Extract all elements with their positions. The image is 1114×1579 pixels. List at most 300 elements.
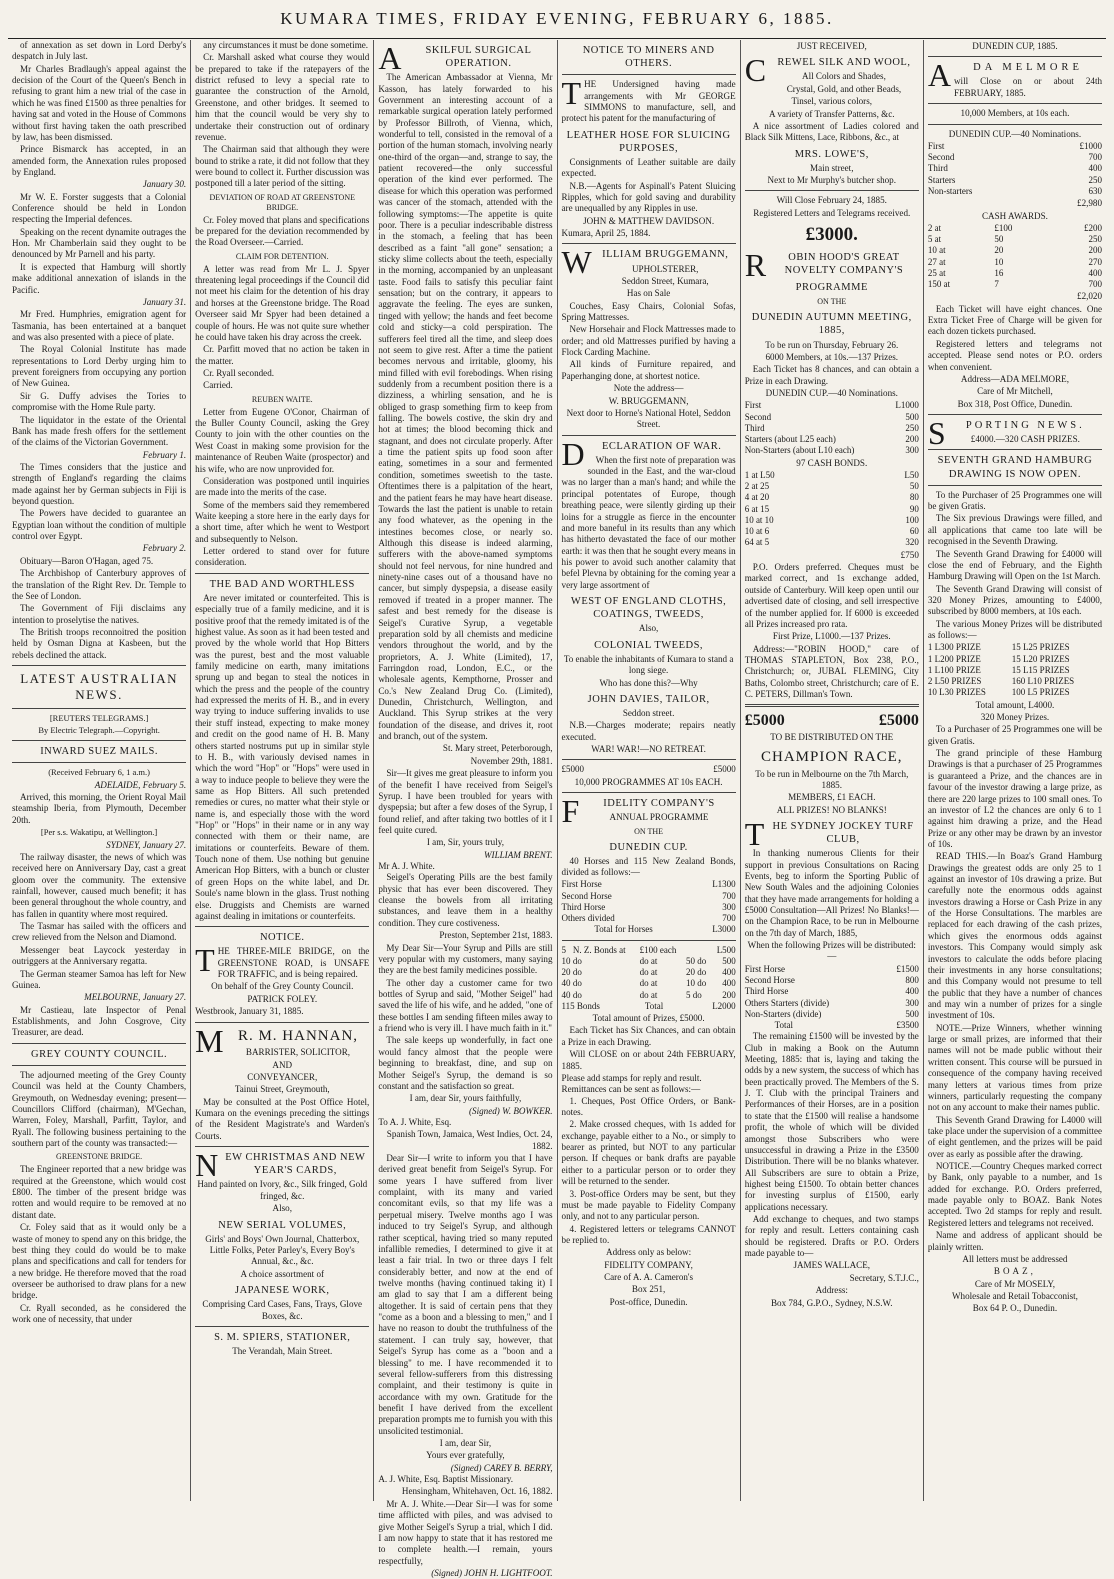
paragraph: Mr Fred. Humphries, emigration agent for Tasmania, has been entertained at a banquet and was also presented with a piece of plate.: [12, 309, 187, 342]
row-label: Starters: [927, 174, 956, 185]
divider: [562, 792, 736, 793]
paragraph: Mr W. E. Forster suggests that a Colonial Conference should be held in London respecting the Imperial defences.: [12, 191, 187, 225]
heading: THE BAD AND WORTHLESS: [209, 578, 355, 590]
west-of-england: WEST OF ENGLAND CLOTHS, COATINGS, TWEEDS,: [570, 596, 727, 621]
row-value: 300: [905, 445, 919, 456]
war-war: WAR! WAR!—NO RETREAT.: [591, 744, 706, 755]
table-cell: 5 at: [927, 234, 942, 245]
drop-cap: T: [744, 815, 765, 852]
paragraph: Cr. Foley moved that plans and specifications be prepared for the deviation recommended by the Road Overseer.—Carried.: [195, 214, 370, 248]
boaz-wholesale: Wholesale and Retail Tobacconist,: [951, 1290, 1078, 1301]
surgical-title-line: [378, 40, 552, 76]
table-cell: 400: [722, 978, 736, 989]
column-6: [924, 40, 1106, 1501]
lowe-name: MRS. LOWE'S,: [794, 148, 869, 160]
drop-cap: W: [561, 244, 592, 281]
letter-signature: (Signed) CAREY B. BERRY,: [450, 1462, 553, 1473]
column-1: [8, 40, 191, 1501]
row-value: 200: [905, 434, 919, 445]
miners-body: [561, 75, 736, 124]
boaz-prize-table: [928, 642, 1102, 698]
bond-total: L2000: [712, 1000, 736, 1011]
table-row: [562, 956, 736, 967]
row-label: Third Horse: [561, 901, 606, 912]
row-value: 400: [905, 986, 919, 997]
subheading: [Per s.s. Wakatipu, at Wellington.]: [40, 826, 158, 837]
champion-race: CHAMPION RACE,: [761, 748, 903, 765]
table-row: [928, 279, 1102, 290]
also: Also,: [638, 623, 659, 634]
divider: [195, 573, 369, 574]
table-row: [928, 687, 1102, 698]
divider: [195, 1146, 369, 1147]
paragraph: The Six previous Drawings were filled, and all applications that came too late will be recognised in the Seventh Drawing.: [927, 513, 1103, 547]
paragraph: The Engineer reported that a new bridge was required at the Greenstone, which would cost £800. The timber of the present bridge was rotten and would require to be removed at no distant date.: [12, 1164, 187, 1220]
paragraph: The grand principle of these Hamburg Drawings is that a purchaser of 25 Programmes is guaranteed a Prize, and the chances are in favour of the investor drawing a large prize, as there are 220 large prizes to 100 small ones. To an investor of L2 the chances are only 6 to 1 against him drawing a prize, and the Head Prize or any other may be drawn by an investor of 10s.: [927, 748, 1103, 849]
letter-signature: WILLIAM BRENT.: [483, 849, 553, 860]
sjtc-line: [744, 815, 919, 852]
drop-cap: T: [195, 942, 215, 979]
cash-total: £2,020: [1077, 291, 1103, 302]
paragraph: Consideration was postponed until inquiries are made into the merits of the case.: [195, 475, 370, 498]
hannan-name-line: [195, 1022, 369, 1059]
champion-amounts: [745, 711, 919, 731]
paragraph: Carried.: [203, 380, 233, 391]
paragraph: Cr. Ryall seconded.: [203, 367, 275, 378]
amount: £5000: [744, 712, 785, 730]
divider: [928, 414, 1102, 415]
news-list: [562, 1096, 736, 1247]
table-cell: 200: [722, 989, 736, 1000]
news-list: [562, 324, 736, 382]
table-cell: 10 L30 PRIZES: [927, 687, 986, 698]
row-label: Non-Starters (divide): [744, 1008, 822, 1019]
paragraph: Dear Sir—I write to inform you that I have derived great benefit from Seigel's Syrup. For some years I have suffered from liver complaint, with its many and varied concomitant evils, so that my life was a perpetual misery. Twelve months ago I was induced to try Seigel's Syrup, and although rather sceptical, having tried so many reputed infallible remedies, I determined to give it at least a fair trial. In two or three days I felt considerably better, and now at the end of twelve months (having continued taking it) I am glad to say that I am a different being altogether. It is said of certain pens that they "come as a boon and a blessing to men," and I have no reason to doubt the truthfulness of the statement. I can truly say, however, that Seigel's Syrup has come as a "boon and a blessing" to me. I have recommended it to several fellow-sufferers from this distressing complaint, and their testimony is quite in accordance with my own. Gratitude for the benefit I have derived from the excellent preparation prompts me to furnish you with this unsolicited testimonial.: [378, 1153, 553, 1436]
row-value: 320: [905, 537, 919, 548]
column-4: [558, 40, 741, 1501]
fidelity-annual: ANNUAL PROGRAMME: [609, 812, 709, 823]
row-label: Second Horse: [744, 975, 795, 986]
fidelity-remit: Remittances can be sent as follows:—: [561, 1084, 701, 1095]
wallace-name: JAMES WALLACE,: [793, 1260, 871, 1271]
row-value: 500: [905, 411, 919, 422]
sporting-title: PORTING NEWS.: [965, 419, 1085, 431]
fidelity-total-horses: [562, 924, 736, 935]
subheading: DEVIATION OF ROAD AT GREENSTONE BRIDGE.: [209, 192, 355, 212]
row-label: First: [744, 400, 762, 411]
paragraph: The American Ambassador at Vienna, Mr Kasson, has lately forwarded to his Government an interesting account of a remarkable surgical operation lately performed by Professor Billroth, of Vienna, which, wonderful to tell, consisted in the removal of a portion of the human stomach, involving nearly one-third of the organ—and, strange to say, the patient recovered—the only successful operation of the kind ever performed. The disease for which this operation was performed was cancer of the stomach, attended with the following symptoms:—The appetite is quite poor. There is a peculiar indescribable distress in the stomach, a feeling that has been described as a faint "all gone" sensation; a sticky slime collects about the teeth, especially in the morning, accompanied by an unpleasant taste. Food fails to satisfy this peculiar faint sensation; but on the contrary, it appears to aggravate the feeling. The eyes are sunken, tinged with yellow; the hands and feet become cold and sticky—a cold perspiration. The sufferers feel tired all the time, and sleep does not seem to give rest. After a time the patient becomes nervous and irritable, gloomy, his mind filled with evil forebodings. When rising suddenly from a recumbent position there is a dizziness, a whirling sensation, and he is obliged to grasp something firm to keep from falling. The bowels costive, the skin dry and hot at times; the blood becoming thick and stagnant, and does not circulate properly. After a time the patient spits up food soon after eating, sometimes in a sour and fermented condition, sometimes sweetish to the taste. Oftentimes there is a palpitation of the heart, and the patient fears he may have heart disease. Towards the last the patient is unable to retain any food whatever, as the opening in the intestines becomes close, or nearly so. Although this disease is indeed alarming, sufferers with the above-named symptoms should not feel nervous, for nine hundred and ninety-nine cases out of a thousand have no cancer, but simply dyspepsia, a disease easily removed if treated in a proper manner. The safest and best remedy for the disease is Seigel's Curative Syrup, a vegetable preparation sold by all chemists and medicine vendors throughout the world, and by the proprietors, A. J. White (Limited), 17, Farringdon road, London, E.C., or the wholesale agents, Kempthorne, Prosser and Co.'s New Zealand Drug Co. (Limited), Dunedin, Christchurch, Wellington, and Auckland. This Syrup strikes at the very foundation of the disease, and drives it, root and branch, out of the system.: [378, 72, 553, 742]
table-row: [928, 223, 1102, 234]
choice: A choice assortment of: [240, 1268, 325, 1279]
paragraph: Cr. Ryall seconded, as he considered the work one of necessity, that under: [12, 1302, 187, 1325]
table-row: [745, 975, 919, 986]
letter-date: Preston, September 21st, 1883.: [439, 930, 553, 941]
row-value: £1500: [896, 963, 919, 974]
amount: £5000: [878, 712, 919, 730]
nom-total: £2,980: [1077, 198, 1103, 209]
dateline: January 30.: [142, 179, 187, 190]
masthead: KUMARA TIMES, FRIDAY EVENING, FEBRUARY 6, 1885.: [8, 0, 1106, 39]
secretary: Secretary, S.T.J.C.,: [849, 1272, 919, 1283]
table-row: [562, 879, 736, 890]
news-list: [12, 309, 186, 448]
table-row: [745, 434, 919, 445]
drop-cap: S: [927, 414, 946, 451]
fidelity-cup: DUNEDIN CUP.: [609, 841, 688, 853]
table-row: [562, 990, 736, 1001]
dateline: February 1.: [142, 449, 187, 460]
table-row: [745, 537, 919, 548]
fidelity-prize-table: [562, 879, 736, 924]
news-list: [928, 304, 1102, 373]
davidson-name: JOHN & MATTHEW DAVIDSON.: [583, 215, 715, 226]
drop-cap: C: [744, 52, 767, 89]
paragraph: Will CLOSE on or about 24th FEBRUARY, 1885.: [561, 1049, 736, 1071]
boaz-care: Care of Mr MOSELY,: [974, 1278, 1056, 1289]
spiers-address: The Verandah, Main Street.: [232, 1346, 333, 1357]
letter-close: I am, dear Sir, yours faithfully,: [409, 1093, 522, 1104]
notice-behalf: On behalf of the Grey County Council.: [211, 981, 354, 992]
divider: [12, 1065, 186, 1066]
cup-title: DUNEDIN CUP, 1885.: [972, 41, 1058, 51]
row-label: Others Starters (divide): [744, 997, 830, 1008]
paragraph: This Seventh Grand Drawing for L4000 will take place under the supervision of a committee of eight gentlemen, and the prizes will be paid over as early as possible after the drawing.: [927, 1114, 1103, 1159]
hannan-and: AND: [272, 1059, 293, 1070]
paragraph: Seigel's Operating Pills are the best family physic that has ever been discovered. They cleanse the bowels from all irritating substances, and leave them in a healthy condition. They cure costiveness.: [378, 872, 553, 928]
divider: [928, 103, 1102, 104]
table-row: [928, 163, 1102, 174]
table-cell: 100 L5 PRIZES: [1011, 687, 1070, 698]
paragraph: 1. Cheques, Post Office Orders, or Bank-notes.: [561, 1095, 736, 1117]
nominations: DUNEDIN CUP.—40 Nominations.: [948, 128, 1082, 139]
table-row: [928, 665, 1102, 676]
sjtc-prize-table: [745, 964, 919, 1020]
news-list: [12, 1164, 186, 1325]
champion-run: To be run in Melbourne on the 7th March, 1885.: [755, 768, 909, 790]
fidelity-stamps: Please add stamps for reply and result.: [561, 1072, 702, 1083]
table-cell: 1 L100 PRIZE: [927, 664, 981, 675]
table-row: [562, 978, 736, 989]
members: 6000 Members, at 10s.—137 Prizes.: [765, 351, 899, 362]
table-row: [562, 891, 736, 902]
divider: [562, 940, 736, 941]
row-label: 64 at 5: [744, 537, 770, 548]
first-prize: First Prize, L1000.—137 Prizes.: [772, 631, 891, 642]
ada-close: will Close on or about 24th FEBRUARY, 1885.: [953, 76, 1103, 98]
table-cell: do at: [639, 955, 658, 966]
table-row: [928, 676, 1102, 687]
fidelity-bond-total: [562, 1001, 736, 1012]
fidelity-address-label: Address only as below:: [606, 1247, 692, 1258]
divider: [195, 1326, 369, 1327]
robin-bond-table: [745, 470, 919, 549]
letter-date: November 29th, 1881.: [470, 755, 553, 766]
paragraph: It is expected that Hamburg will shortly make additional annexation of islands in the Pacific.: [12, 261, 187, 295]
robin-title: OBIN HOOD'S GREAT NOVELTY COMPANY'S: [784, 251, 904, 277]
divider: [745, 704, 919, 707]
heading: INWARD SUEZ MAILS.: [40, 745, 158, 757]
row-value: 500: [905, 1008, 919, 1019]
amount: £5000: [713, 764, 736, 775]
news-list: [195, 264, 369, 392]
paragraph: NOTE.—Prize Winners, whether winning large or small prizes, are informed that their names will not be made public without their written consent. This course will be pursued in consequence of the company having received many letters at various times from prize winners, particularly requesting the company not on any account to make their names public.: [927, 1022, 1103, 1113]
robin-prize-table: [745, 400, 919, 456]
paragraph: The adjourned meeting of the Grey County Council was held at the County Chambers, Greymouth, on Wednesday evening; present—Councillors Clifford (chairman), M'Gechan, Warren, Foley, Marshall, Parfitt, Taylor, and Ryall. The following business pertaining to the southern part of the county was transacted:—: [12, 1069, 187, 1148]
letters: All letters must be addressed: [962, 1253, 1068, 1264]
paragraph: Prince Bismarck has accepted, in an amended form, the Annexation rules proposed by England.: [12, 144, 187, 177]
table-row: [928, 141, 1102, 152]
bruggemann-location: Next door to Horne's National Hotel, Seddon Street.: [566, 407, 731, 430]
row-label: Second: [927, 152, 955, 163]
letter-to: To A. J. White, Esq.: [378, 1116, 452, 1127]
row-label: Starters (about L25 each): [744, 434, 836, 445]
total-label: Total: [774, 1020, 794, 1031]
ada-cash-table: [928, 223, 1102, 291]
fidelity-po: Post-office, Dunedin.: [609, 1296, 688, 1307]
dateline: MELBOURNE, January 27.: [84, 992, 187, 1003]
davidson-date: Kumara, April 25, 1884.: [561, 228, 651, 239]
fidelity-box: Box 251,: [631, 1284, 666, 1295]
table-cell: 16: [994, 267, 1004, 278]
crystal: Crystal, Gold, and other Beads,: [786, 83, 902, 94]
table-row: [928, 654, 1102, 665]
subheading: GREENSTONE BRIDGE.: [56, 1152, 143, 1162]
paragraph: Each Ticket has Six Chances, and can obtain a Prize in each Drawing.: [561, 1025, 736, 1047]
ada-nom-table: [928, 141, 1102, 197]
paragraph: To the Purchaser of 25 Programmes one will be given Gratis.: [927, 489, 1103, 512]
leather-hose: LEATHER HOSE FOR SLUICING PURPOSES,: [566, 129, 731, 154]
drop-cap: F: [561, 793, 580, 830]
dateline: SYDNEY, January 27.: [106, 839, 187, 850]
subheading: (Received February 6, 1 a.m.): [48, 766, 150, 777]
ada-line: [927, 57, 1103, 99]
divider: [12, 708, 186, 709]
divider: [928, 485, 1102, 486]
table-cell: do at: [639, 967, 658, 978]
table-cell: 2 at: [927, 222, 942, 233]
hannan-role: BARRISTER, SOLICITOR,: [245, 1047, 351, 1058]
row-label: Third: [927, 163, 948, 174]
paragraph: My Dear Sir—Your Syrup and Pills are still very popular with my customers, many saying they are the best family medicines possible.: [378, 942, 553, 976]
table-cell: 50: [994, 234, 1004, 245]
paragraph: The British troops reconnoitred the position held by Osman Digna at Kasbeen, but the rebels declined the attack.: [12, 626, 187, 660]
paragraph: of annexation as set down in Lord Derby's despatch in July last.: [12, 40, 187, 62]
table-cell: 50 do: [686, 955, 707, 966]
letter-address: St. Mary street, Peterborough,: [442, 743, 553, 754]
table-cell: 15 L20 PRIZES: [1011, 653, 1070, 664]
table-row: [745, 998, 919, 1009]
row-label: Non-Starters (about L10 each): [744, 445, 855, 456]
paragraph: The Government of Fiji disclaims any intention to proselytise the natives.: [12, 603, 187, 625]
letter-close: I am, Sir, yours truly,: [426, 837, 504, 848]
paragraph: The Seventh Grand Drawing will consist of 320 Money Prizes, amounting to £4000, subscribed by 8000 members, at 10s each.: [927, 583, 1103, 617]
cash-prizes: £4000.—320 CASH PRIZES.: [970, 434, 1080, 445]
paragraph: Messenger beat Laycock yesterday in outriggers at the Anniversary regatta.: [12, 944, 187, 967]
row-value: 90: [909, 503, 919, 514]
heading: NOTICE.: [259, 932, 305, 944]
ada-title: DA MELMORE: [973, 62, 1083, 74]
row-value: 250: [905, 422, 919, 433]
news-list: [12, 192, 186, 296]
column-2: [191, 40, 374, 1501]
surgical-title: SKILFUL SURGICAL OPERATION.: [425, 45, 532, 70]
spiers-name: S. M. SPIERS, STATIONER,: [214, 1331, 351, 1343]
table-cell: 15 L25 PRIZES: [1011, 642, 1070, 653]
row-value: 630: [1088, 185, 1103, 196]
table-cell: N. Z. Bonds at: [572, 944, 626, 955]
paragraph: N.B.—Agents for Aspinall's Patent Sluicing Ripples, which for gold saving and durability are unequalled by any Ripples in use.: [561, 180, 736, 214]
serial-body: Girls' and Boys' Own Journal, Chatterbox, Little Folks, Peter Parley's, Every Boy's Annual, &c., &c.: [205, 1233, 360, 1267]
xmas-title: EW CHRISTMAS AND NEW YEAR'S CARDS,: [225, 1152, 366, 1177]
row-label: 10 at 6: [744, 526, 770, 537]
subheading: CLAIM FOR DETENTION.: [235, 251, 329, 261]
notice-date: Westbrook, January 31, 1885.: [195, 1006, 304, 1017]
row-value: L1000: [895, 400, 919, 411]
table-cell: 160 L10 PRIZES: [1011, 676, 1075, 687]
row-value: 300: [905, 997, 919, 1008]
table-row: [745, 515, 919, 526]
paragraph: READ THIS.—In Boaz's Grand Hamburg Drawings the greatest odds are only 25 to 1 against an investor of 10s drawing a prize. But carefully note the enormous odds against investors drawing a Horse or Cash Prize in any of the Horse Consultations. The marbles are replaced for each drawing of the cash prizes, which gives the enormous odds against investors. This Company would simply ask investors to calculate the odds before placing their investments in any horse consultations; and this Company would not presume to tell the public that they have a number of chances and may win a number of prizes for a single investment of 10s.: [927, 851, 1103, 1021]
paragraph: The Chairman said that although they were bound to strike a rate, it did not follow that they were bound to collect it. Further discussion was postponed till a later period of the sitting.: [195, 144, 370, 189]
paragraph: The German steamer Samoa has left for New Guinea.: [12, 968, 187, 990]
lowe-street: Main street,: [810, 162, 854, 173]
row-value: 400: [1088, 163, 1103, 174]
divider: [12, 1043, 186, 1044]
distributed: TO BE DISTRIBUTED ON THE: [770, 732, 894, 743]
table-cell: 40: [561, 978, 571, 989]
war-title-line: [561, 435, 736, 472]
table-row: [928, 234, 1102, 245]
dateline: ADELAIDE, February 5.: [94, 779, 187, 790]
paragraph: any circumstances it must be done sometime.: [203, 40, 369, 50]
row-label: Third Horse: [744, 986, 789, 997]
section-heading: LATEST AUSTRALIAN NEWS.: [20, 671, 178, 703]
table-row: [745, 964, 919, 975]
table-cell: do: [572, 978, 582, 989]
table-cell: 10: [994, 256, 1004, 267]
letter-close: Yours ever gratefully,: [426, 1450, 505, 1461]
news-list: [928, 513, 1102, 641]
table-row: [928, 245, 1102, 256]
paragraph: The sale keeps up wonderfully, in fact one would fancy almost that the people were beginning to breakfast, dine, and sup on Mother Seigel's Syrup, the demand is so constant and the satisfaction so great.: [378, 1035, 553, 1091]
programme: PROGRAMME: [795, 282, 868, 294]
table-cell: 400: [722, 967, 736, 978]
bruggemann-name: ILLIAM BRUGGEMANN,: [602, 249, 729, 261]
paragraph: 3. Post-office Orders may be sent, but they must be made payable to Fidelity Company only, and not to any particular person.: [561, 1188, 736, 1222]
fidelity-programmes: 10,000 PROGRAMMES AT 10s EACH.: [574, 776, 723, 787]
table-row: [745, 481, 919, 492]
paragraph: May be consulted at the Post Office Hotel, Kumara on the evenings preceding the sittings of the Resident Magistrate's and Warden's Courts.: [195, 1096, 370, 1141]
row-label: 10 at 10: [744, 514, 774, 525]
table-cell: 10 at: [927, 245, 946, 256]
divider: [12, 740, 186, 741]
tinsel: Tinsel, various colors,: [791, 96, 873, 107]
bruggemann-signature: W. BRUGGEMANN,: [608, 395, 689, 406]
davies-name: JOHN DAVIES, TAILOR,: [587, 693, 710, 705]
paragraph: Address:—"ROBIN HOOD," care of THOMAS STAPLETON, Box 238, P.O., Christchurch; or, JUBAL FLEMING, City Baths, Colombo street, Christchurch; care of E. C. PETERS, Dillman's Town.: [744, 643, 919, 700]
news-list: [378, 72, 552, 742]
no-blanks: ALL PRIZES! NO BLANKS!: [776, 804, 887, 815]
ada-care: Care of Mr Mitchell,: [977, 386, 1053, 397]
total-amount: Total amount, L4000.: [975, 699, 1055, 710]
paragraph: Mr Castieau, late Inspector of Penal Establishments, and John Cosgrove, City Treasurer, are dead.: [12, 1004, 187, 1038]
colors: All Colors and Shades,: [802, 71, 886, 82]
dateline: February 2.: [142, 543, 187, 554]
table-cell: 20: [994, 245, 1004, 256]
paragraph: The remaining £1500 will be invested by the Club in making a Book on the Autumn Meeting, 1885: that is, laying and taking the odds by a new system, the success of which has been practically proved. The Members of the S. J. T. Club with the principal Trainers and Performances of their Horses, are in a position to state that the £1500 will realise a handsome profit, the whole of which will be divided amongst those Subscribers who were unsuccessful in drawing a Prize in the £3500 Distribution. There will be no blanks whatever. All Subscribers are sure to obtain a Prize, highest being £1500. To obtain better chances for investing surplus of £1500, early applications necessary.: [744, 1031, 919, 1212]
paragraph: A letter was read from Mr L. J. Spyer threatening legal proceedings if the Council did not meet his claim for the detention of his dray and horses at the Greenstone bridge. The Road Overseer said Mr Spyer had been detained a couple of hours. He was not quite sure whether he could have taken his dray across the creek.: [195, 263, 370, 342]
dateline: January 31.: [142, 296, 187, 307]
cash-bonds-title: 97 CASH BONDS.: [796, 457, 868, 468]
paragraph: Cr. Parfitt moved that no action be taken in the matter.: [195, 344, 370, 366]
table-row: [928, 257, 1102, 268]
row-label: First Horse: [561, 879, 602, 890]
row-label: First Horse: [744, 963, 785, 974]
table-cell: 250: [1088, 234, 1103, 245]
drop-cap: T: [561, 75, 582, 112]
heading: GREY COUNTY COUNCIL.: [31, 1048, 168, 1060]
row-label: 4 at 20: [744, 492, 770, 503]
letter-body: [378, 1153, 552, 1437]
table-cell: 5 do: [686, 989, 702, 1000]
divider: [562, 759, 736, 760]
news-list: [928, 748, 1102, 1253]
divider: [12, 762, 186, 763]
fidelity-care: Care of A. A. Cameron's: [604, 1272, 694, 1283]
fidelity-title: IDELITY COMPANY'S: [603, 798, 715, 810]
news-list: [12, 462, 186, 543]
row-label: Others divided: [561, 913, 615, 924]
table-row: [928, 268, 1102, 279]
paragraph: Consignments of Leather suitable are daily expected.: [561, 156, 736, 179]
table-row: [745, 986, 919, 997]
table-cell: 200: [1088, 245, 1103, 256]
table-row: [745, 526, 919, 537]
table-row: [745, 423, 919, 434]
paragraph: Obituary—Baron O'Hagan, aged 75.: [20, 555, 154, 566]
notice-signature: PATRICK FOLEY.: [247, 993, 318, 1004]
row-value: L1300: [712, 879, 736, 890]
row-value: 250: [1088, 174, 1103, 185]
will-close: Will Close February 24, 1885.: [776, 195, 887, 206]
drop-cap: R: [744, 246, 767, 283]
drop-cap: N: [195, 1147, 219, 1184]
table-cell: £100 each: [639, 944, 677, 955]
total-value: L3000: [712, 924, 736, 935]
column-5: [741, 40, 924, 1501]
row-label: Second Horse: [561, 890, 612, 901]
letter-body: [378, 943, 552, 1093]
table-cell: 7: [994, 279, 999, 290]
subheading: [REUTERS TELEGRAMS.]: [49, 712, 149, 723]
bruggemann-role: UPHOLSTERER,: [631, 263, 699, 274]
news-list: [195, 40, 369, 190]
seventh-drawing: SEVENTH GRAND HAMBURG DRAWING IS NOW OPEN.: [937, 455, 1093, 480]
serial-title: NEW SERIAL VOLUMES,: [218, 1219, 347, 1231]
fidelity-amounts: [562, 764, 736, 775]
table-row: [745, 445, 919, 456]
divider: [562, 74, 736, 75]
crewel-title: REWEL SILK AND WOOL,: [777, 57, 911, 69]
table-row: [928, 642, 1102, 653]
columns: [8, 40, 1106, 1578]
paragraph: All kinds of Furniture repaired, and Paperhanging done, at shortest notice.: [561, 359, 736, 381]
paragraph: The Seventh Grand Drawing for £4000 will close the end of February, and the Eighth Hamburg Drawing will Open on the 1st March.: [927, 548, 1103, 582]
subheading: By Electric Telegraph.—Copyright.: [38, 725, 160, 736]
paragraph: New Horsehair and Flock Mattresses made to order; and old Mattresses purified by having a Flock Carding Machine.: [561, 324, 736, 358]
letter-signature: (Signed) W. BOWKER.: [469, 1105, 553, 1116]
divider: [12, 665, 186, 666]
